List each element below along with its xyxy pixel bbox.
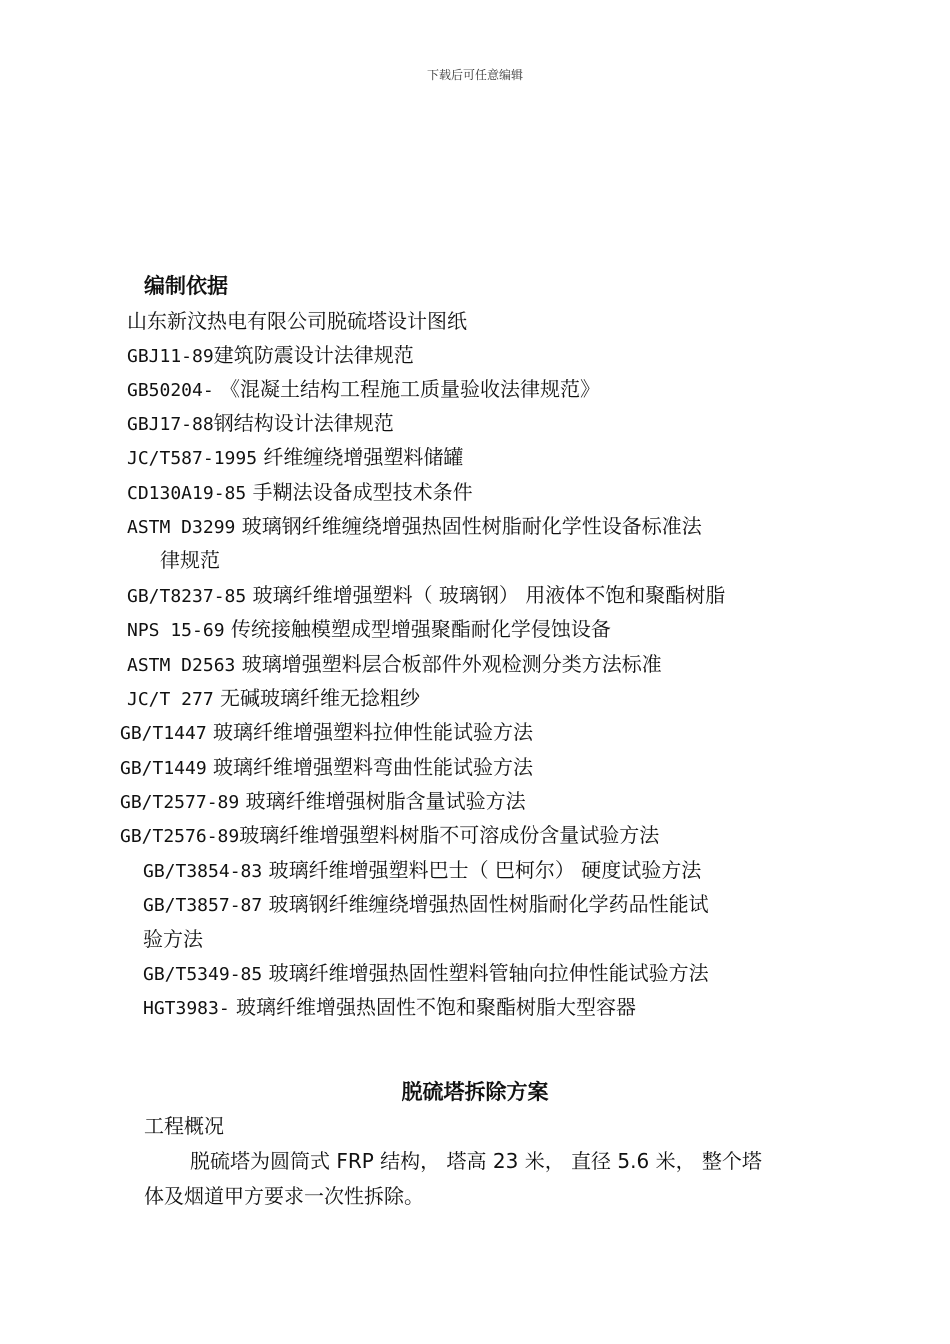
basis-heading: 编制依据 xyxy=(144,274,228,298)
basis-item: GB/T3854-83 玻璃纤维增强塑料巴士（ 巴柯尔） 硬度试验方法 xyxy=(143,858,702,882)
basis-item: HGT3983- 玻璃纤维增强热固性不饱和聚酯树脂大型容器 xyxy=(143,995,637,1019)
plan-paragraph-line-1: 脱硫塔为圆筒式 FRP 结构， 塔高 23 米， 直径 5.6 米， 整个塔 xyxy=(190,1149,762,1173)
basis-item: GB/T2576-89玻璃纤维增强塑料树脂不可溶成份含量试验方法 xyxy=(120,823,660,847)
basis-item: GB/T2577-89 玻璃纤维增强树脂含量试验方法 xyxy=(120,789,526,813)
basis-item: 山东新汶热电有限公司脱硫塔设计图纸 xyxy=(127,309,467,333)
basis-item: NPS 15-69 传统接触模塑成型增强聚酯耐化学侵蚀设备 xyxy=(127,617,611,641)
basis-item: GB/T1449 玻璃纤维增强塑料弯曲性能试验方法 xyxy=(120,755,534,779)
basis-item: GBJ11-89建筑防震设计法律规范 xyxy=(127,343,414,367)
basis-item: GB/T5349-85 玻璃纤维增强热固性塑料管轴向拉伸性能试验方法 xyxy=(143,961,709,985)
basis-item: JC/T 277 无碱玻璃纤维无捻粗纱 xyxy=(127,686,421,710)
basis-item-continuation: 验方法 xyxy=(143,927,203,951)
basis-item: GB/T1447 玻璃纤维增强塑料拉伸性能试验方法 xyxy=(120,720,534,744)
basis-item: GB/T3857-87 玻璃钢纤维缠绕增强热固性树脂耐化学药品性能试 xyxy=(143,892,709,916)
basis-item: CD130A19-85 手糊法设备成型技术条件 xyxy=(127,480,473,504)
basis-item: ASTM D3299 玻璃钢纤维缠绕增强热固性树脂耐化学性设备标准法 xyxy=(127,514,702,538)
basis-item: ASTM D2563 玻璃增强塑料层合板部件外观检测分类方法标准 xyxy=(127,652,662,676)
plan-subheading: 工程概况 xyxy=(144,1114,224,1138)
page-header: 下载后可任意编辑 xyxy=(426,68,523,82)
basis-item-continuation: 律规范 xyxy=(160,548,220,572)
plan-title: 脱硫塔拆除方案 xyxy=(401,1080,549,1104)
basis-item: JC/T587-1995 纤维缠绕增强塑料储罐 xyxy=(127,445,464,469)
basis-item: GB/T8237-85 玻璃纤维增强塑料（ 玻璃钢） 用液体不饱和聚酯树脂 xyxy=(127,583,726,607)
plan-paragraph-line-2: 体及烟道甲方要求一次性拆除。 xyxy=(144,1184,424,1208)
basis-item: GB50204- 《混凝土结构工程施工质量验收法律规范》 xyxy=(127,377,601,401)
basis-item: GBJ17-88钢结构设计法律规范 xyxy=(127,411,394,435)
